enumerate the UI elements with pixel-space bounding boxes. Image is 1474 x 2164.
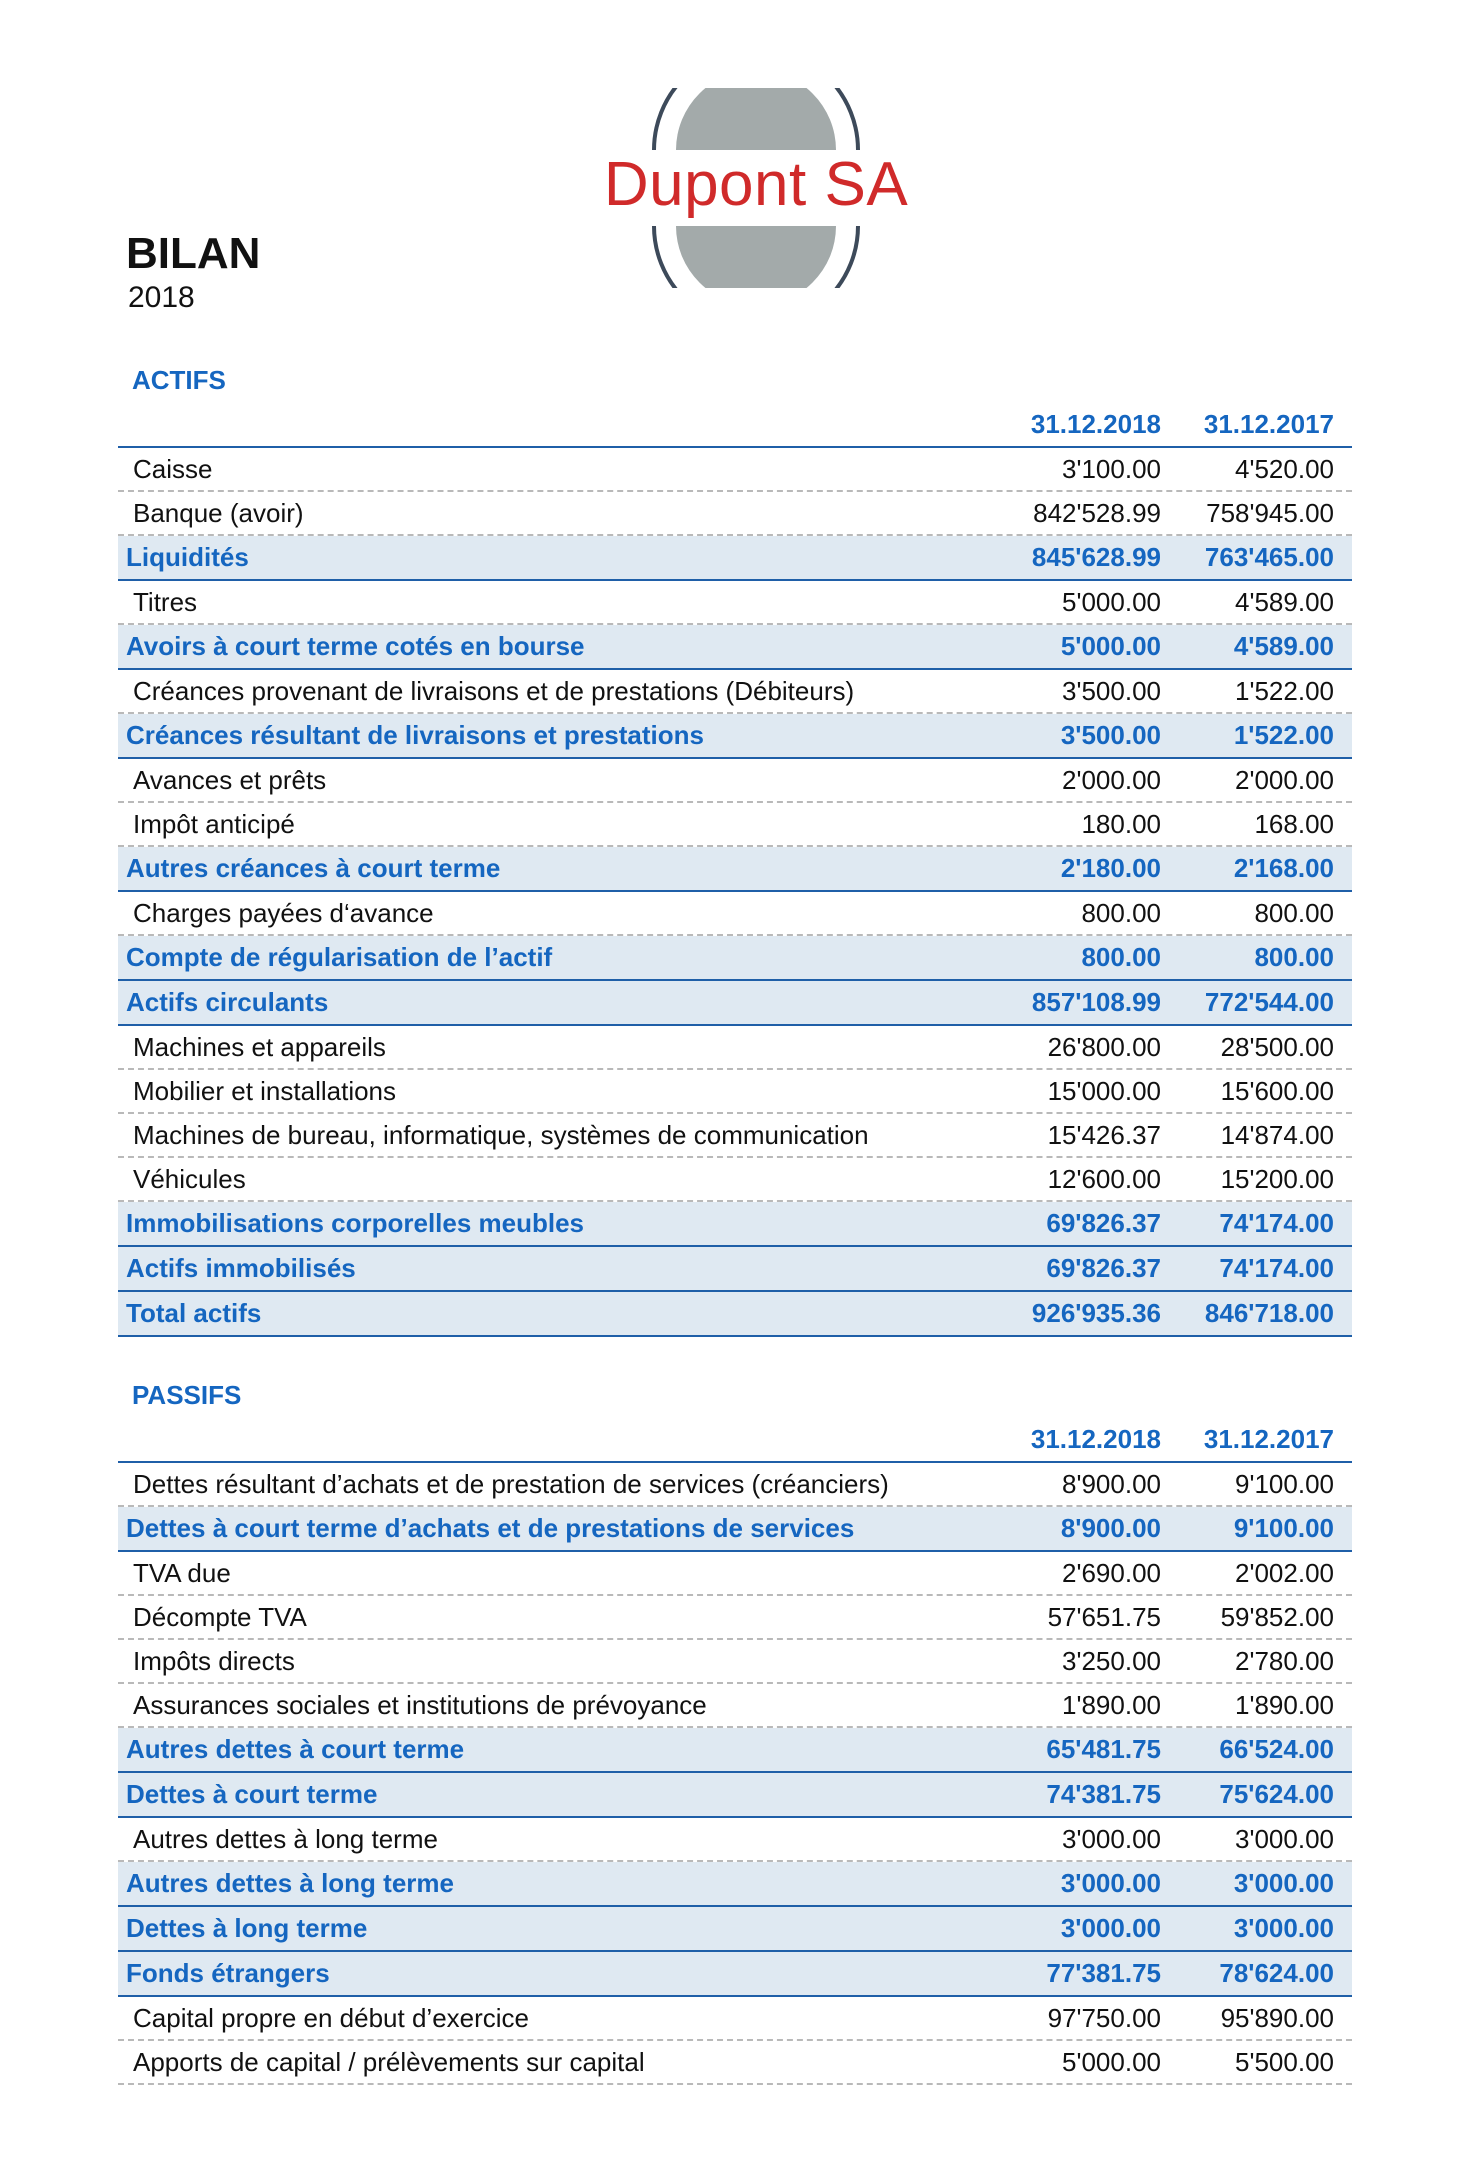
- passifs-table: [118, 1375, 1352, 2085]
- table-row: [118, 1070, 1352, 1114]
- value-2018: 74'381.75: [1046, 1779, 1161, 1809]
- table-row: [118, 759, 1352, 803]
- value-2018: 69'826.37: [1046, 1208, 1161, 1238]
- value-2017: 800.00: [1254, 942, 1334, 972]
- table-row: [118, 1684, 1352, 1728]
- row-label: Dettes à court terme d’achats et de prestations de services: [126, 1513, 855, 1543]
- row-label: Actifs circulants: [126, 987, 329, 1017]
- table-row: [118, 892, 1352, 936]
- value-2018: 2'000.00: [1062, 764, 1161, 795]
- value-2018: 2'180.00: [1060, 853, 1161, 883]
- value-2018: 857'108.99: [1031, 987, 1161, 1017]
- table-row: [118, 492, 1352, 536]
- value-2018: 8'900.00: [1062, 1468, 1161, 1499]
- value-2018: 845'628.99: [1031, 542, 1161, 572]
- value-2017: 2'168.00: [1233, 853, 1334, 883]
- value-2018: 8'900.00: [1060, 1513, 1161, 1543]
- row-label: Fonds étrangers: [126, 1958, 330, 1988]
- value-2018: 5'000.00: [1062, 586, 1161, 617]
- value-2018: 3'100.00: [1062, 453, 1161, 484]
- value-2017: 95'890.00: [1220, 2002, 1334, 2033]
- value-2017: 66'524.00: [1219, 1734, 1334, 1764]
- value-2017: 2'000.00: [1235, 764, 1334, 795]
- value-2017: 3'000.00: [1233, 1913, 1334, 1943]
- company-logo: [572, 88, 940, 288]
- subtotal-row: [118, 981, 1352, 1026]
- table-row: [118, 1463, 1352, 1507]
- subtotal-row: [118, 936, 1352, 981]
- value-2017: 1'522.00: [1233, 720, 1334, 750]
- table-row: [118, 803, 1352, 847]
- value-2018: 2'690.00: [1062, 1557, 1161, 1588]
- table-row: [118, 1552, 1352, 1596]
- row-label: Dettes résultant d’achats et de prestation de services (créanciers): [133, 1468, 889, 1499]
- value-2018: 5'000.00: [1062, 2046, 1161, 2077]
- row-label: Avoirs à court terme cotés en bourse: [126, 631, 585, 661]
- table-row: [118, 2041, 1352, 2085]
- value-2017: 5'500.00: [1235, 2046, 1334, 2077]
- column-header-2017: 31.12.2017: [1203, 409, 1334, 439]
- table-row: [118, 1158, 1352, 1202]
- value-2017: 9'100.00: [1235, 1468, 1334, 1499]
- row-label: Machines et appareils: [133, 1031, 386, 1062]
- subtotal-row: [118, 1247, 1352, 1292]
- value-2018: 800.00: [1081, 942, 1161, 972]
- value-2018: 3'500.00: [1062, 675, 1161, 706]
- table-row: [118, 1114, 1352, 1158]
- row-label: Caisse: [133, 453, 213, 484]
- value-2017: 15'600.00: [1220, 1075, 1334, 1106]
- value-2018: 3'000.00: [1060, 1913, 1161, 1943]
- subtotal-row: [118, 1507, 1352, 1552]
- subtotal-row: [118, 536, 1352, 581]
- table-row: [118, 1640, 1352, 1684]
- value-2017: 14'874.00: [1220, 1119, 1334, 1150]
- row-label: Liquidités: [126, 542, 249, 572]
- value-2018: 180.00: [1081, 808, 1161, 839]
- subtotal-row: [118, 1728, 1352, 1773]
- value-2017: 1'522.00: [1235, 675, 1334, 706]
- value-2017: 78'624.00: [1219, 1958, 1334, 1988]
- value-2018: 3'250.00: [1062, 1645, 1161, 1676]
- column-header-2018: 31.12.2018: [1030, 409, 1161, 439]
- column-header-2018: 31.12.2018: [1030, 1424, 1161, 1454]
- value-2017: 772'544.00: [1204, 987, 1334, 1017]
- table-row: [118, 670, 1352, 714]
- row-label: Apports de capital / prélèvements sur capital: [133, 2046, 645, 2077]
- value-2018: 5'000.00: [1060, 631, 1161, 661]
- value-2018: 800.00: [1081, 897, 1161, 928]
- value-2018: 1'890.00: [1062, 1689, 1161, 1720]
- row-label: Compte de régularisation de l’actif: [126, 942, 553, 972]
- value-2017: 75'624.00: [1219, 1779, 1334, 1809]
- value-2018: 15'000.00: [1047, 1075, 1161, 1106]
- table-row: [118, 1026, 1352, 1070]
- row-label: Capital propre en début d’exercice: [133, 2002, 530, 2033]
- value-2017: 1'890.00: [1235, 1689, 1334, 1720]
- value-2017: 800.00: [1254, 897, 1334, 928]
- subtotal-row: [118, 1773, 1352, 1818]
- value-2018: 842'528.99: [1033, 497, 1161, 528]
- column-header-2017: 31.12.2017: [1203, 1424, 1334, 1454]
- value-2018: 77'381.75: [1046, 1958, 1161, 1988]
- value-2018: 3'500.00: [1060, 720, 1161, 750]
- row-label: Banque (avoir): [133, 497, 304, 528]
- subtotal-row: [118, 1952, 1352, 1997]
- table-row: [118, 1818, 1352, 1862]
- value-2017: 2'002.00: [1235, 1557, 1334, 1588]
- row-label: Assurances sociales et institutions de prévoyance: [133, 1689, 707, 1720]
- table-body: [118, 1463, 1352, 2085]
- row-label: Mobilier et installations: [133, 1075, 397, 1106]
- value-2018: 97'750.00: [1047, 2002, 1161, 2033]
- value-2018: 3'000.00: [1060, 1868, 1161, 1898]
- row-label: Décompte TVA: [133, 1601, 307, 1632]
- section-title: PASSIFS: [132, 1380, 242, 1410]
- row-label: Dettes à court terme: [126, 1779, 378, 1809]
- value-2017: 28'500.00: [1220, 1031, 1334, 1062]
- page-title: BILAN: [126, 229, 261, 278]
- value-2017: 74'174.00: [1219, 1253, 1334, 1283]
- value-2018: 69'826.37: [1046, 1253, 1161, 1283]
- subtotal-row: [118, 625, 1352, 670]
- value-2018: 3'000.00: [1062, 1823, 1161, 1854]
- row-label: Impôts directs: [133, 1645, 295, 1676]
- row-label: Machines de bureau, informatique, systèmes de communication: [133, 1119, 869, 1150]
- value-2017: 4'520.00: [1235, 453, 1334, 484]
- value-2017: 763'465.00: [1204, 542, 1334, 572]
- column-headers: [118, 400, 1352, 448]
- value-2017: 168.00: [1254, 808, 1334, 839]
- company-name: Dupont SA: [603, 150, 909, 219]
- row-label: Actifs immobilisés: [126, 1253, 356, 1283]
- value-2018: 926'935.36: [1031, 1298, 1161, 1328]
- row-label: Total actifs: [126, 1298, 262, 1328]
- value-2017: 9'100.00: [1233, 1513, 1334, 1543]
- row-label: Avances et prêts: [133, 764, 327, 795]
- subtotal-row: [118, 714, 1352, 759]
- row-label: Autres dettes à court terme: [126, 1734, 465, 1764]
- section-title: ACTIFS: [132, 365, 226, 395]
- value-2018: 15'426.37: [1047, 1119, 1161, 1150]
- value-2017: 4'589.00: [1235, 586, 1334, 617]
- page-year: 2018: [128, 281, 195, 314]
- actifs-table: [118, 360, 1352, 1337]
- value-2018: 12'600.00: [1047, 1163, 1161, 1194]
- subtotal-row: [118, 847, 1352, 892]
- row-label: Charges payées d‘avance: [133, 897, 434, 928]
- row-label: Dettes à long terme: [126, 1913, 368, 1943]
- table-row: [118, 1997, 1352, 2041]
- value-2018: 65'481.75: [1046, 1734, 1161, 1764]
- value-2017: 15'200.00: [1220, 1163, 1334, 1194]
- table-body: [118, 448, 1352, 1337]
- row-label: TVA due: [133, 1557, 231, 1588]
- value-2017: 74'174.00: [1219, 1208, 1334, 1238]
- table-row: [118, 448, 1352, 492]
- subtotal-row: [118, 1202, 1352, 1247]
- value-2017: 2'780.00: [1235, 1645, 1334, 1676]
- value-2017: 59'852.00: [1220, 1601, 1334, 1632]
- row-label: Immobilisations corporelles meubles: [126, 1208, 585, 1238]
- column-headers: [118, 1415, 1352, 1463]
- row-label: Autres dettes à long terme: [126, 1868, 454, 1898]
- row-label: Créances résultant de livraisons et prestations: [126, 720, 704, 750]
- value-2017: 846'718.00: [1204, 1298, 1334, 1328]
- subtotal-row: [118, 1292, 1352, 1337]
- value-2018: 26'800.00: [1047, 1031, 1161, 1062]
- row-label: Titres: [133, 586, 198, 617]
- table-row: [118, 581, 1352, 625]
- subtotal-row: [118, 1862, 1352, 1907]
- row-label: Impôt anticipé: [133, 808, 295, 839]
- value-2017: 4'589.00: [1233, 631, 1334, 661]
- value-2017: 758'945.00: [1206, 497, 1334, 528]
- subtotal-row: [118, 1907, 1352, 1952]
- row-label: Autres créances à court terme: [126, 853, 501, 883]
- value-2017: 3'000.00: [1233, 1868, 1334, 1898]
- row-label: Créances provenant de livraisons et de prestations (Débiteurs): [133, 675, 855, 706]
- table-row: [118, 1596, 1352, 1640]
- value-2017: 3'000.00: [1235, 1823, 1334, 1854]
- row-label: Autres dettes à long terme: [133, 1823, 438, 1854]
- row-label: Véhicules: [133, 1163, 246, 1194]
- value-2018: 57'651.75: [1047, 1601, 1161, 1632]
